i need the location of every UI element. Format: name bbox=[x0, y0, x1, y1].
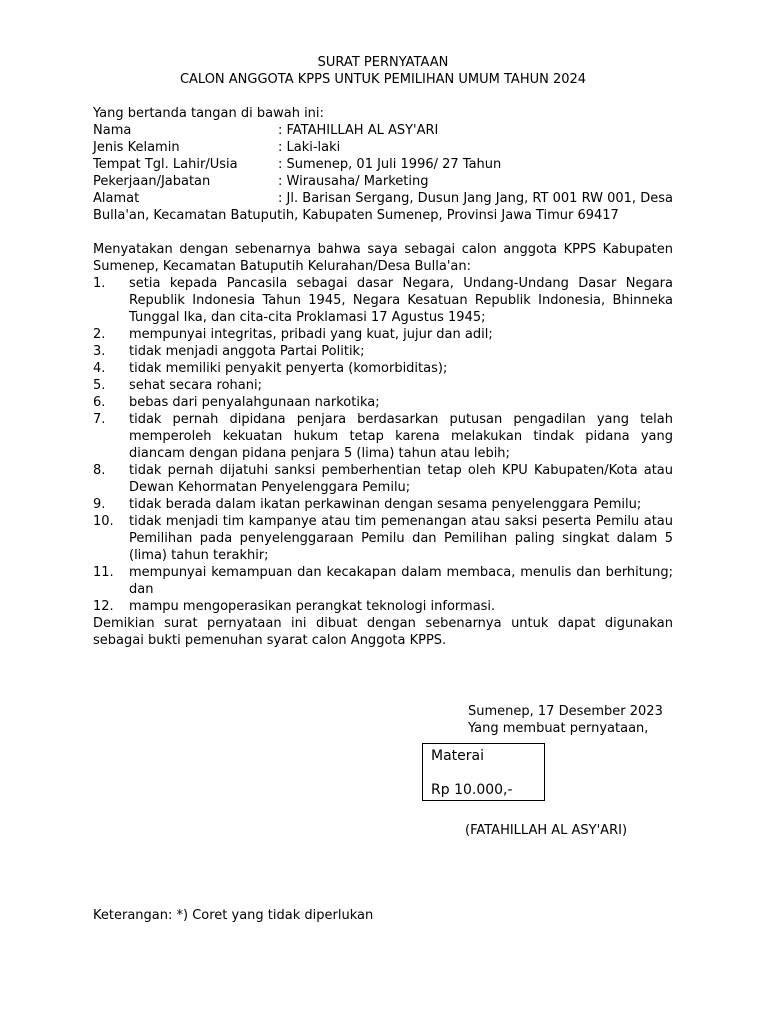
materai-stamp-box bbox=[422, 743, 545, 801]
item-text: mempunyai kemampuan dan kecakapan dalam membaca, menulis dan berhitung; dan bbox=[129, 565, 673, 597]
field-value: : FATAHILLAH AL ASY'ARI bbox=[278, 123, 439, 138]
item-text: mempunyai integritas, pribadi yang kuat, jujur dan adil; bbox=[129, 327, 493, 342]
item-text: tidak menjadi tim kampanye atau tim pemenangan atau saksi peserta Pemilu atau Pemilihan pada penyelenggaraan Pemilu dan Pemilihan paling singkat dalam 5 (lima) tahun terakhir; bbox=[129, 514, 673, 563]
materai-label: Materai bbox=[431, 748, 484, 764]
item-number: 11. bbox=[93, 565, 114, 580]
list-item bbox=[93, 394, 673, 411]
document-title: SURAT PERNYATAAN bbox=[317, 55, 449, 70]
item-text: mampu mengoperasikan perangkat teknologi informasi. bbox=[129, 599, 496, 614]
field-birth bbox=[93, 156, 673, 173]
list-item bbox=[93, 462, 673, 496]
field-value: : Wirausaha/ Marketing bbox=[278, 174, 429, 189]
spacer bbox=[93, 224, 673, 241]
item-text: bebas dari penyalahgunaan narkotika; bbox=[129, 395, 380, 410]
statement-document bbox=[93, 54, 673, 649]
item-number: 9. bbox=[93, 497, 106, 512]
item-number: 10. bbox=[93, 514, 114, 529]
field-label: Nama bbox=[93, 123, 132, 138]
item-text: tidak memiliki penyakit penyerta (komorbiditas); bbox=[129, 361, 448, 376]
item-number: 2. bbox=[93, 327, 106, 342]
footnote: Keterangan: *) Coret yang tidak diperlukan bbox=[93, 908, 374, 923]
item-number: 8. bbox=[93, 463, 106, 478]
item-number: 3. bbox=[93, 344, 106, 359]
intro-text: Yang bertanda tangan di bawah ini: bbox=[93, 106, 324, 121]
field-label: Tempat Tgl. Lahir/Usia bbox=[93, 157, 238, 172]
field-label: Jenis Kelamin bbox=[93, 140, 180, 155]
item-text: sehat secara rohani; bbox=[129, 378, 262, 393]
field-occupation bbox=[93, 173, 673, 190]
field-value: : Jl. Barisan Sergang, Dusun Jang Jang, RT 001 RW 001, Desa Bulla'an, Kecamatan Batuputih, Kabupaten Sumenep, Provinsi Jawa Timur 69417 bbox=[93, 191, 673, 223]
field-label: Alamat bbox=[93, 191, 140, 206]
field-value: : Laki-laki bbox=[278, 140, 341, 155]
field-value: : Sumenep, 01 Juli 1996/ 27 Tahun bbox=[278, 157, 502, 172]
item-text: tidak berada dalam ikatan perkawinan dengan sesama penyelenggara Pemilu; bbox=[129, 497, 642, 512]
item-number: 5. bbox=[93, 378, 106, 393]
field-gender bbox=[93, 139, 673, 156]
declaration-text: Menyatakan dengan sebenarnya bahwa saya sebagai calon anggota KPPS Kabupaten Sumenep, Kecamatan Batuputih Kelurahan/Desa Bulla'an: bbox=[93, 242, 673, 274]
item-text: tidak pernah dipidana penjara berdasarkan putusan pengadilan yang telah memperoleh kekuatan hukum tetap karena melakukan tindak pidana yang diancam dengan pidana penjara 5 (lima) tahun atau lebih; bbox=[129, 412, 673, 461]
item-number: 1. bbox=[93, 276, 106, 291]
signature-block bbox=[468, 703, 663, 737]
closing-text: Demikian surat pernyataan ini dibuat dengan sebenarnya untuk dapat digunakan sebagai bukti pemenuhan syarat calon Anggota KPPS. bbox=[93, 616, 673, 648]
spacer bbox=[93, 88, 673, 105]
item-number: 6. bbox=[93, 395, 106, 410]
item-number: 4. bbox=[93, 361, 106, 376]
item-text: setia kepada Pancasila sebagai dasar Negara, Undang-Undang Dasar Negara Republik Indonesia Tahun 1945, Negara Kesatuan Republik Indonesia, Bhinneka Tunggal Ika, dan cita-cita Proklamasi 17 Agustus 1945; bbox=[129, 276, 673, 325]
field-name bbox=[93, 122, 673, 139]
materai-value: Rp 10.000,- bbox=[431, 782, 513, 798]
list-item bbox=[93, 360, 673, 377]
list-item bbox=[93, 377, 673, 394]
item-text: tidak pernah dijatuhi sanksi pemberhentian tetap oleh KPU Kabupaten/Kota atau Dewan Kehormatan Penyelenggara Pemilu; bbox=[129, 463, 673, 495]
list-item bbox=[93, 496, 673, 513]
field-address bbox=[93, 190, 673, 224]
field-label: Pekerjaan/Jabatan bbox=[93, 174, 211, 189]
list-item bbox=[93, 513, 673, 564]
item-number: 7. bbox=[93, 412, 106, 427]
list-item bbox=[93, 343, 673, 360]
item-number: 12. bbox=[93, 599, 114, 614]
document-subtitle: CALON ANGGOTA KPPS UNTUK PEMILIHAN UMUM TAHUN 2024 bbox=[179, 72, 587, 87]
list-item bbox=[93, 411, 673, 462]
item-text: tidak menjadi anggota Partai Politik; bbox=[129, 344, 365, 359]
list-item bbox=[93, 598, 673, 615]
list-item bbox=[93, 326, 673, 343]
list-item bbox=[93, 564, 673, 598]
list-item bbox=[93, 275, 673, 326]
signer-name: (FATAHILLAH AL ASY'ARI) bbox=[465, 823, 628, 838]
maker-label: Yang membuat pernyataan, bbox=[468, 721, 649, 736]
requirements-list bbox=[93, 275, 673, 615]
place-date: Sumenep, 17 Desember 2023 bbox=[468, 704, 663, 719]
